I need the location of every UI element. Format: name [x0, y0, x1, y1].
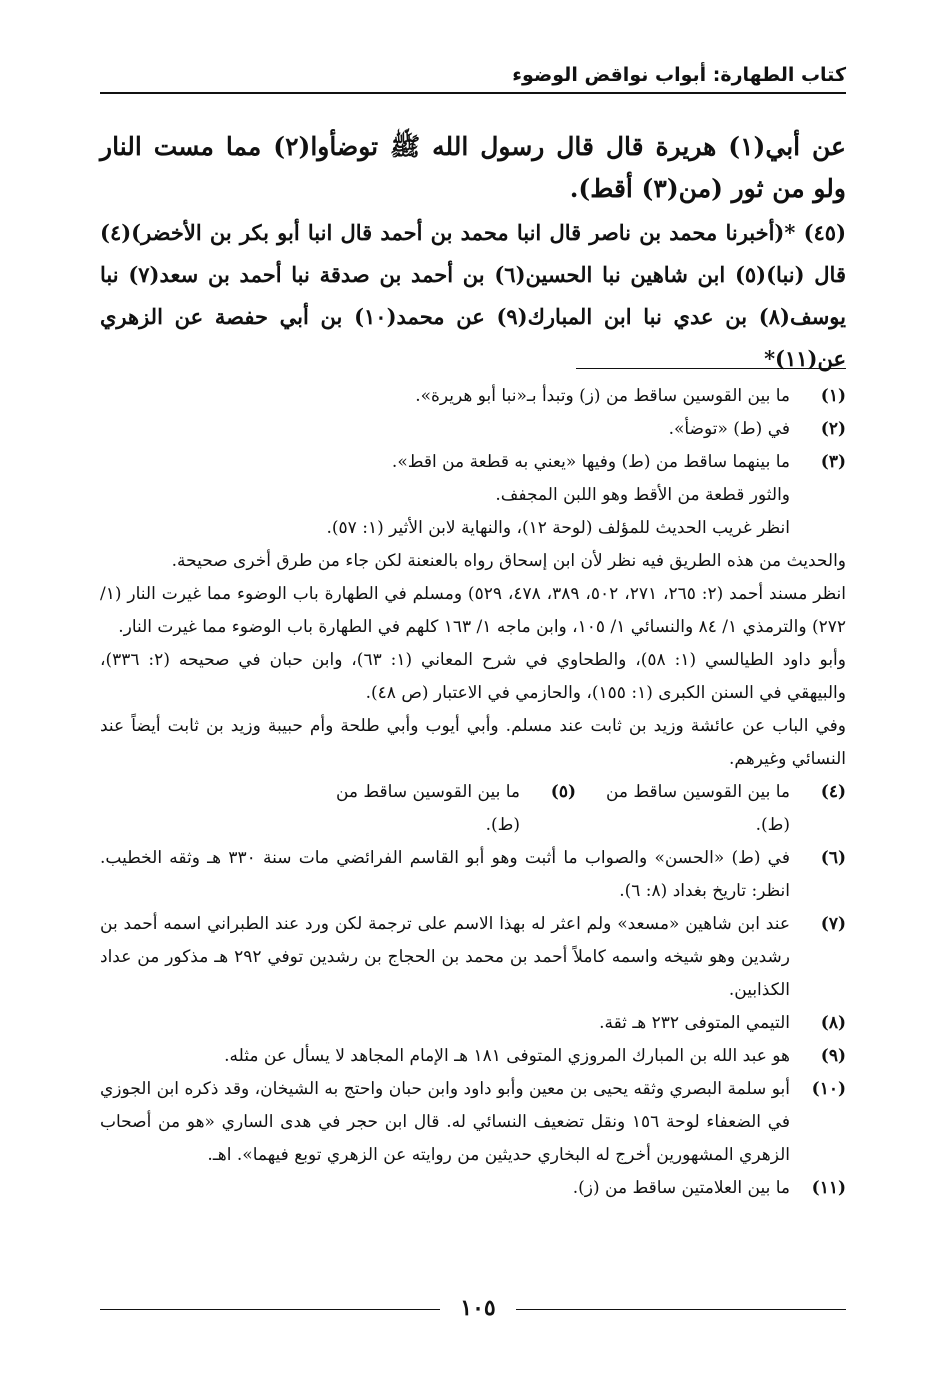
- footnote-text: والثور قطعة من الأقط وهو اللبن المجفف.: [495, 485, 790, 505]
- footnote-continuation: وأبو داود الطيالسي (١: ٥٨)، والطحاوي في شرح المعاني (١: ٦٣)، وابن حبان في صحيحه (٢: ٣٣٦)، والبيهقي في السنن الكبرى (١: ١٥٥)، والحازمي في الاعتبار (ص ٤٨).: [100, 650, 846, 703]
- isnad-paragraph: [100, 212, 846, 380]
- footnote-number: (٩): [820, 1046, 846, 1066]
- header-rule: [100, 92, 846, 94]
- page-number: ١٠٥: [460, 1295, 496, 1321]
- footnote: [100, 1040, 846, 1073]
- footnote-continuation: انظر مسند أحمد (٢: ٢٦٥، ٢٧١، ٥٠٢، ٣٨٩، ٤٧٨، ٥٢٩) ومسلم في الطهارة باب الوضوء مما غيرت النار (١/ ٢٧٢) والترمذي ١/ ٨٤ والنسائي ١/ ١٠٥، وابن ماجه ١/ ١٦٣ كلهم في الطهارة باب الوضوء مما غيرت النار.: [100, 584, 847, 637]
- footnote-number: (١): [820, 386, 846, 406]
- footnote-number: (٢): [820, 419, 846, 439]
- footnote-text: ما بين القوسين ساقط من (ز) وتبدأ بـ«نبا أبو هريرة».: [415, 386, 790, 406]
- footnote: [306, 776, 576, 842]
- footnote-text: في (ط) «الحسن» والصواب ما أثبت وهو أبو القاسم الفرائضي مات سنة ٣٣٠ هـ وثقه الخطيب. انظر: تاريخ بغداد (٨: ٦).: [100, 848, 790, 901]
- footnotes: [100, 380, 846, 1205]
- footnote-separator: [576, 368, 846, 369]
- footnote-text: التيمي المتوفى ٢٣٢ هـ ثقة.: [599, 1013, 790, 1033]
- footnote-number: (٦): [820, 848, 846, 868]
- footnote: [576, 776, 846, 842]
- footnote-continuation: والحديث من هذه الطريق فيه نظر لأن ابن إسحاق رواه بالعنعنة لكن جاء من طرق أخرى صحيحة.: [171, 551, 846, 571]
- footnote-text: عند ابن شاهين «مسعد» ولم اعثر له بهذا الاسم على ترجمة لكن ورد عند الطبراني اسمه أحمد بن رشدين وهو شيخه واسمه كاملاً أحمد بن محمد بن الحجاج بن رشدين توفي ٢٩٢ هـ مذكور من عداد الكذابين.: [100, 914, 790, 1000]
- isnad-text: *(أخبرنا محمد بن ناصر قال انبا محمد بن أحمد قال انبا أبو بكر بن الأخضر)(٤) قال (نبا)(٥) ابن شاهين نبا الحسين(٦) بن أحمد بن صدقة نبا أحمد بن سعد(٧) نبا يوسف(٨) بن عدي نبا ابن المبارك(٩) عن محمد(١٠) بن أبي حفصة عن الزهري عن(١١)*: [100, 220, 846, 371]
- footer-rule-right: [516, 1309, 846, 1310]
- footnote-text: ما بين العلامتين ساقط من (ز).: [572, 1178, 790, 1198]
- footnote: [100, 1007, 846, 1040]
- footnote-text: في (ط) «توضأ».: [668, 419, 790, 439]
- footnote-text: ما بينهما ساقط من (ط) وفيها «يعني به قطعة من اقط».: [391, 452, 790, 472]
- footnote: [100, 380, 846, 413]
- footnote-text: انظر غريب الحديث للمؤلف (لوحة ١٢)، والنهاية لابن الأثير (١: ٥٧).: [326, 518, 790, 538]
- footnote-number: (٤): [820, 782, 846, 802]
- footnote-continuation: وفي الباب عن عائشة وزيد بن ثابت عند مسلم. وأبي أيوب وأبي طلحة وأم حبيبة وزيد بن ثابت أيضاً عند النسائي وغيرهم.: [100, 716, 846, 769]
- footnote-text: ما بين القوسين ساقط من (ط).: [335, 782, 520, 835]
- footnote-number: (٣): [820, 452, 846, 472]
- footnote: [100, 1172, 846, 1205]
- footnote-number: (٨): [820, 1013, 846, 1033]
- footnote-text: أبو سلمة البصري وثقه يحيى بن معين وأبو داود وابن حبان واحتج به الشيخان، وقد ذكره ابن الجوزي في الضعفاء لوحة ١٥٦ ونقل تضعيف النسائي له. قال ابن حجر في هدى الساري «هو من أصحاب الزهري المشهورين أخرج له البخاري حديثين من روايته عن الزهري توبع فيهما». اهـ.: [100, 1079, 790, 1165]
- running-head: كتاب الطهارة: أبواب نواقض الوضوء: [512, 64, 846, 86]
- footnote-text: ما بين القوسين ساقط من (ط).: [605, 782, 790, 835]
- footnote-number: (٧): [820, 914, 846, 934]
- footnote: [100, 446, 846, 545]
- footnote: [100, 842, 846, 908]
- footnote-text: هو عبد الله بن المبارك المروزي المتوفى ١٨١ هـ الإمام المجاهد لا يسأل عن مثله.: [224, 1046, 790, 1066]
- entry-number: (٤٥): [803, 220, 847, 245]
- footnote-number: (٥): [550, 782, 576, 802]
- footnote: [100, 413, 846, 446]
- footnote-pair: [100, 776, 846, 842]
- hadith-text: عن أبي(١) هريرة قال قال رسول الله ﷺ توضأوا(٢) مما مست النار ولو من ثور (من(٣) أقط).: [100, 132, 846, 203]
- footnote: [100, 1073, 846, 1172]
- main-text: [100, 126, 846, 380]
- footer-rule-left: [100, 1309, 440, 1310]
- footnote: [100, 908, 846, 1007]
- footnote-number: (١١): [811, 1178, 846, 1198]
- footnote-number: (١٠): [811, 1079, 846, 1099]
